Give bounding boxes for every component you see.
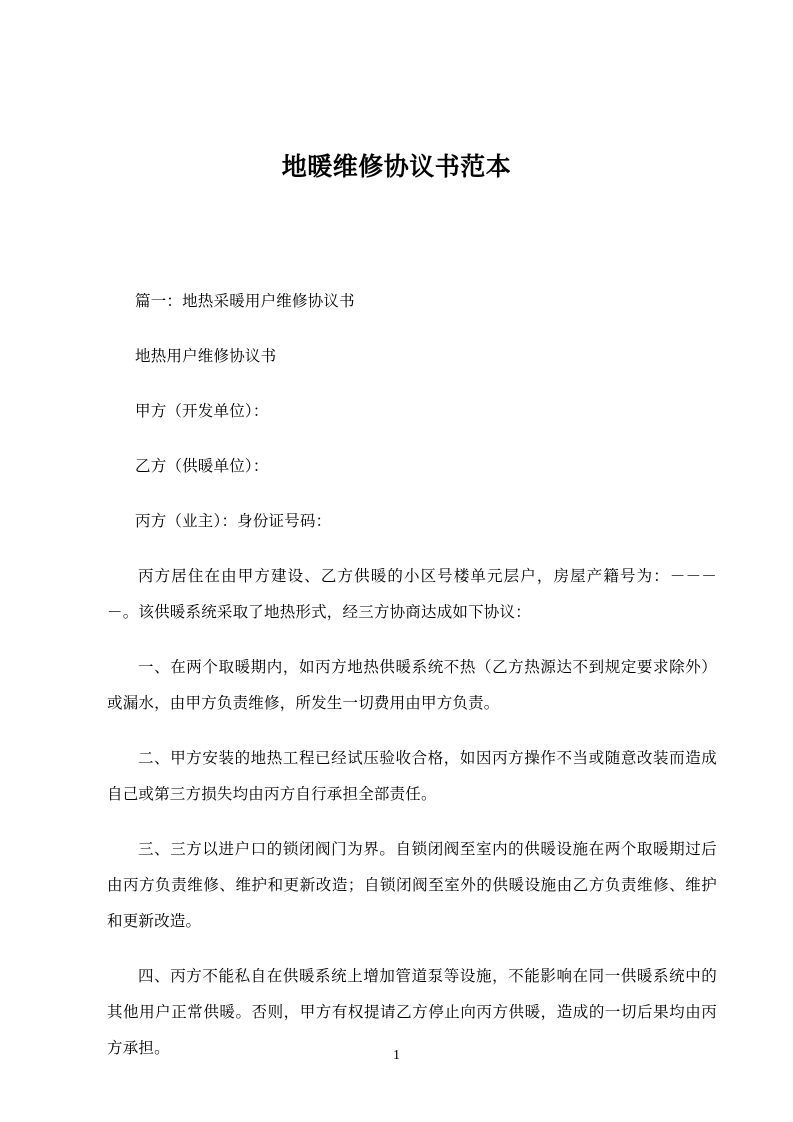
party-c-line: 丙方（业主）：身份证号码： [135,512,332,530]
preamble-paragraph: 丙方居住在由甲方建设、乙方供暖的小区号楼单元层户，房屋产籍号为：－－－－。该供暖系统采取了地热形式，经三方协商达成如下协议： [107,567,717,621]
party-b-line: 乙方（供暖单位）： [135,457,269,475]
page-number: 1 [393,1048,400,1063]
clause-paragraph-1: 一、在两个取暖期内，如丙方地热供暖系统不热（乙方热源达不到规定要求除外）或漏水，由甲方负责维修，所发生一切费用由甲方负责。 [107,658,717,712]
page-title: 地暖维修协议书范本 [281,151,512,181]
document-body [107,283,717,1085]
party-a-line: 甲方（开发单位）： [135,402,269,420]
clause-paragraph-2: 二、甲方安装的地热工程已经试压验收合格，如因丙方操作不当或随意改装而造成自己或第三方损失均由丙方自行承担全部责任。 [107,749,717,803]
clause-paragraph-3: 三、三方以进户口的锁闭阀门为界。自锁闭阀至室内的供暖设施在两个取暖期过后由丙方负责维修、维护和更新改造；自锁闭阀至室外的供暖设施由乙方负责维修、维护和更新改造。 [107,840,717,930]
section-subtitle: 地热用户维修协议书 [135,347,277,365]
section-label-pian-yi: 篇一：地热采暖用户维修协议书 [135,292,355,310]
clause-paragraph-4: 四、丙方不能私自在供暖系统上增加管道泵等设施，不能影响在同一供暖系统中的其他用户正常供暖。否则，甲方有权提请乙方停止向丙方供暖，造成的一切后果均由丙方承担。 [107,967,717,1057]
